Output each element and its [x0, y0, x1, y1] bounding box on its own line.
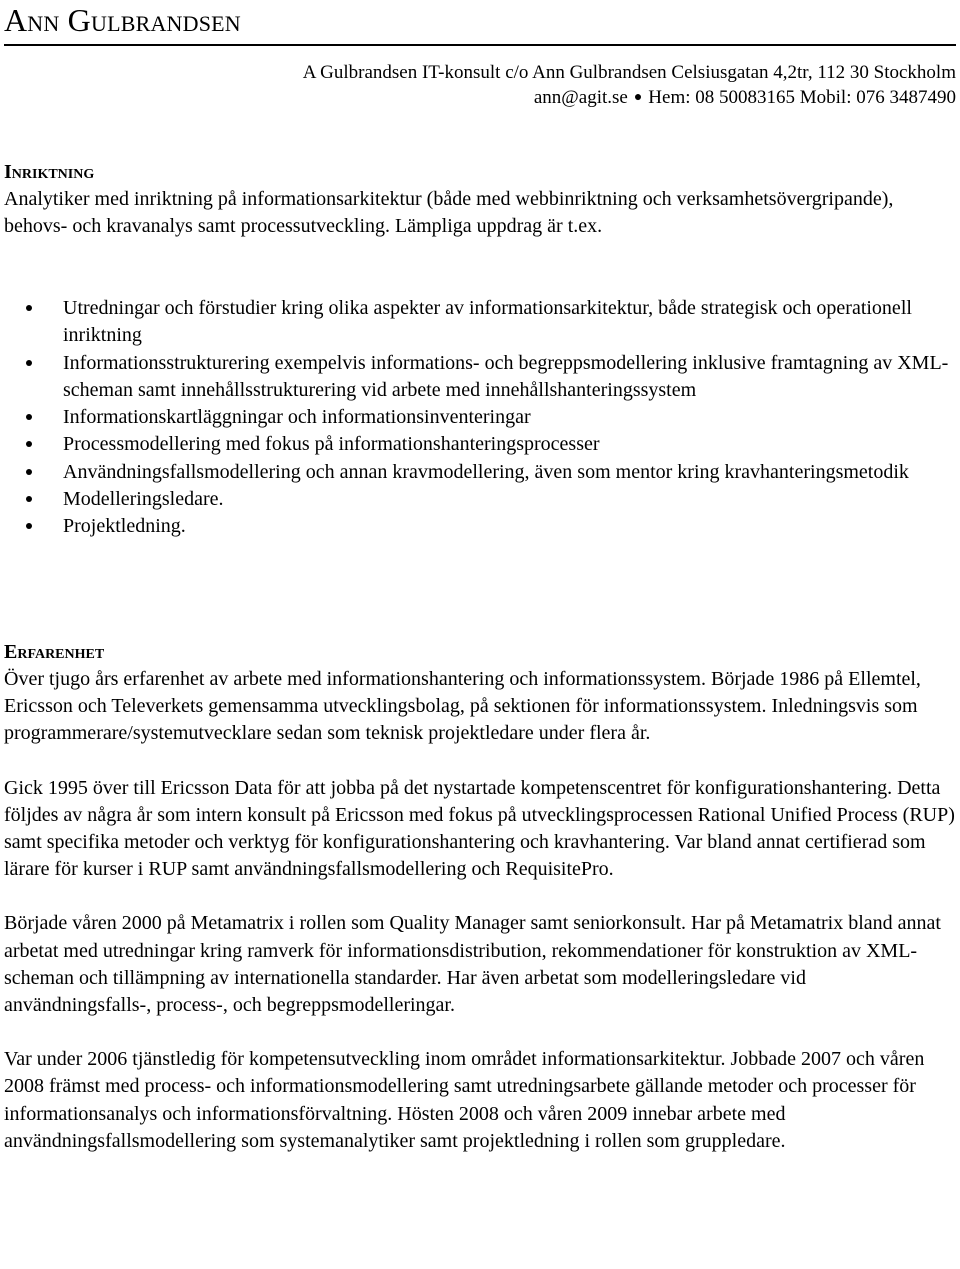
list-item	[4, 295, 960, 350]
list-item-text: Informationskartläggningar och informationsinventeringar	[63, 406, 531, 429]
section-title-erfarenhet: Erfarenhet	[4, 641, 105, 663]
bullet-icon	[26, 441, 32, 447]
section-inriktning	[4, 158, 956, 240]
list-item	[4, 513, 960, 540]
bullet-icon	[26, 496, 32, 502]
contact-block	[4, 60, 956, 110]
contact-line	[4, 85, 956, 110]
bullet-icon: ●	[633, 90, 643, 105]
cv-name: Ann Gulbrandsen	[4, 2, 241, 38]
address-line: A Gulbrandsen IT-konsult c/o Ann Gulbrandsen Celsiusgatan 4,2tr, 112 30 Stockholm	[302, 62, 956, 83]
list-item-text: Utredningar och förstudier kring olika aspekter av informationsarkitektur, både strategisk och operationell inriktning	[63, 297, 912, 347]
erfarenhet-paragraph: Gick 1995 över till Ericsson Data för att jobba på det nystartade kompetenscentret för konfigurationshantering. Detta följdes av några år som intern konsult på Ericsson med fokus på utvecklingsprocessen Rational Unified Process (RUP) samt specifika metoder och verktyg för konfigurationshantering och kravhantering. Var bland annat certifierad som lärare för kurser i RUP samt användningsfallsmodellering och RequisitePro.	[4, 776, 955, 881]
section-erfarenhet	[4, 638, 956, 1182]
inriktning-list	[4, 295, 960, 541]
cv-page	[4, 0, 956, 1152]
bullet-icon	[26, 414, 32, 420]
bullet-icon	[26, 469, 32, 475]
phone-numbers: Hem: 08 50083165 Mobil: 076 3487490	[648, 87, 956, 108]
erfarenhet-paragraph: Över tjugo års erfarenhet av arbete med informationshantering och informationssystem. Började 1986 på Ellemtel, Ericsson och Televerkets gemensamma utvecklingsbolag, på sektionen för informationssystem. Inledningsvis som programmerare/systemutvecklare sedan som teknisk projektledare under flera år.	[4, 668, 921, 745]
list-item	[4, 350, 960, 405]
section-title-inriktning: Inriktning	[4, 161, 95, 183]
list-item-text: Processmodellering med fokus på informationshanteringsprocesser	[63, 433, 600, 456]
inriktning-intro: Analytiker med inriktning på informationsarkitektur (både med webbinriktning och verksamhetsövergripande), behovs- och kravanalys samt processutveckling. Lämpliga uppdrag är t.ex.	[4, 188, 894, 238]
list-item-text: Användningsfallsmodellering och annan kravmodellering, även som mentor kring kravhanteringsmetodik	[63, 460, 909, 483]
list-item-text: Modelleringsledare.	[63, 488, 224, 511]
bullet-icon	[26, 305, 32, 311]
email-link[interactable]: ann@agit.se	[533, 87, 628, 108]
list-item	[4, 486, 960, 513]
list-item-text: Informationsstrukturering exempelvis informations- och begreppsmodellering inklusive framtagning av XML-scheman samt innehållsstrukturering vid arbete med innehållshanteringssystem	[63, 351, 949, 401]
bullet-icon	[26, 523, 32, 529]
erfarenhet-paragraph: Började våren 2000 på Metamatrix i rollen som Quality Manager samt seniorkonsult. Har på Metamatrix bland annat arbetat med utredningar kring ramverk för informationsdistribution, rekommendationer för konstruktion av XML-scheman och tillämpning av internationella standarder. Har även arbetat som modelleringsledare vid användningsfalls-, process-, och begreppsmodelleringar.	[4, 912, 941, 1017]
list-item	[4, 431, 960, 458]
list-item	[4, 404, 960, 431]
header-divider	[4, 44, 956, 46]
erfarenhet-paragraph: Var under 2006 tjänstledig för kompetensutveckling inom området informationsarkitektur. Jobbade 2007 och våren 2008 främst med process- och informationsmodellering samt utredningsarbete gällande metoder och processer för informationsanalys och informationsförvaltning. Hösten 2008 och våren 2009 innebar arbete med användningsfallsmodellering som systemanalytiker samt projektledning i rollen som gruppledare.	[4, 1048, 925, 1152]
list-item-text: Projektledning.	[63, 515, 186, 538]
list-item	[4, 459, 960, 486]
bullet-icon	[26, 360, 32, 366]
